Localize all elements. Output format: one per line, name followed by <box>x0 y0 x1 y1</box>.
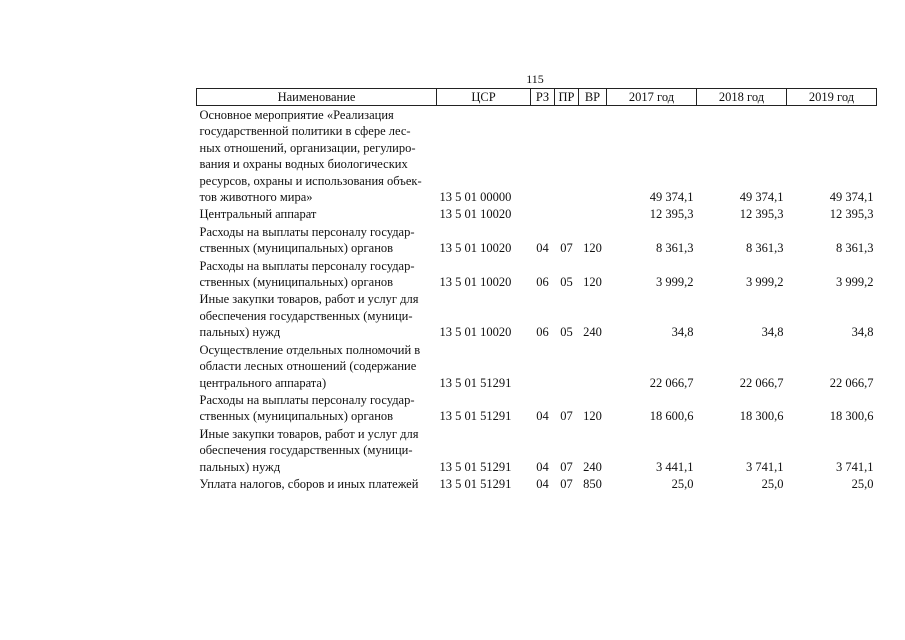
row-pr: 07 <box>560 459 573 474</box>
row-name: Расходы на выплаты персоналу государ- ственных (муниципальных) органов <box>199 224 415 256</box>
row-rz: 04 <box>536 476 549 491</box>
row-2017: 22 066,7 <box>649 375 694 390</box>
row-vr: 850 <box>583 476 602 491</box>
row-pr <box>555 205 579 222</box>
row-2019: 22 066,7 <box>829 375 874 390</box>
row-rz: 04 <box>536 459 549 474</box>
row-name: Иные закупки товаров, работ и услуг для обеспечения государственных (муници- пальных) нужд <box>199 292 419 340</box>
row-rz <box>531 106 555 206</box>
row-vr <box>579 341 607 391</box>
row-rz: 06 <box>536 275 549 290</box>
row-vr <box>579 106 607 206</box>
row-2017: 3 441,1 <box>656 459 694 474</box>
table-row <box>197 391 877 425</box>
table-row <box>197 475 877 492</box>
table-row <box>197 205 877 222</box>
table-row <box>197 106 877 206</box>
row-rz <box>531 341 555 391</box>
row-2018: 22 066,7 <box>739 375 784 390</box>
table-body <box>197 106 877 493</box>
budget-table <box>196 88 877 492</box>
row-csr: 13 5 01 10020 <box>439 275 512 290</box>
row-name: Иные закупки товаров, работ и услуг для обеспечения государственных (муници- пальных) нужд <box>199 426 419 474</box>
row-2017: 25,0 <box>671 476 694 491</box>
table-header <box>197 89 877 106</box>
row-rz: 04 <box>536 409 549 424</box>
header-rz: РЗ <box>531 89 555 106</box>
row-2019: 12 395,3 <box>829 207 874 222</box>
row-2018: 25,0 <box>761 476 784 491</box>
header-vr: ВР <box>579 89 607 106</box>
row-2019: 3 741,1 <box>836 459 874 474</box>
table-row <box>197 223 877 257</box>
table-row <box>197 425 877 475</box>
row-pr <box>555 341 579 391</box>
row-2019: 34,8 <box>851 325 874 340</box>
row-vr: 240 <box>583 325 602 340</box>
row-csr: 13 5 01 51291 <box>439 476 512 491</box>
row-csr: 13 5 01 00000 <box>439 190 512 205</box>
row-2017: 8 361,3 <box>656 241 694 256</box>
table-row <box>197 341 877 391</box>
row-csr: 13 5 01 10020 <box>439 325 512 340</box>
row-csr: 13 5 01 51291 <box>439 409 512 424</box>
row-2017: 49 374,1 <box>649 190 694 205</box>
row-name: Расходы на выплаты персоналу государ- ственных (муниципальных) органов <box>199 258 415 290</box>
row-pr <box>555 106 579 206</box>
header-csr: ЦСР <box>437 89 531 106</box>
row-csr: 13 5 01 51291 <box>439 459 512 474</box>
row-csr: 13 5 01 10020 <box>439 207 512 222</box>
row-2018: 12 395,3 <box>739 207 784 222</box>
row-2017: 18 600,6 <box>649 409 694 424</box>
row-name: Основное мероприятие «Реализация государственной политики в сфере лес- ных отношений, организации, регулиро- вания и охраны водных биологических ресурсов, охраны и использования объек- тов животного мира» <box>199 108 422 205</box>
row-2018: 3 999,2 <box>746 275 784 290</box>
row-pr: 07 <box>560 409 573 424</box>
row-2018: 18 300,6 <box>739 409 784 424</box>
row-vr: 120 <box>583 275 602 290</box>
row-2019: 3 999,2 <box>836 275 874 290</box>
row-2018: 34,8 <box>761 325 784 340</box>
row-csr: 13 5 01 10020 <box>439 241 512 256</box>
header-pr: ПР <box>555 89 579 106</box>
header-2018: 2018 год <box>697 89 787 106</box>
row-pr: 07 <box>560 476 573 491</box>
header-name: Наименование <box>197 89 437 106</box>
table-row <box>197 290 877 340</box>
row-pr: 07 <box>560 241 573 256</box>
row-pr: 05 <box>560 275 573 290</box>
row-2017: 3 999,2 <box>656 275 694 290</box>
row-vr: 120 <box>583 409 602 424</box>
header-2019: 2019 год <box>787 89 877 106</box>
row-2018: 3 741,1 <box>746 459 784 474</box>
row-2018: 8 361,3 <box>746 241 784 256</box>
row-rz <box>531 205 555 222</box>
row-2019: 18 300,6 <box>829 409 874 424</box>
row-vr: 120 <box>583 241 602 256</box>
row-name: Расходы на выплаты персоналу государ- ственных (муниципальных) органов <box>199 392 415 424</box>
row-2018: 49 374,1 <box>739 190 784 205</box>
row-name: Осуществление отдельных полномочий в области лесных отношений (содержание центрального аппарата) <box>199 342 421 390</box>
row-2017: 12 395,3 <box>649 207 694 222</box>
page-number: 115 <box>526 72 544 86</box>
row-rz: 04 <box>536 241 549 256</box>
row-name: Центральный аппарат <box>199 207 317 222</box>
row-csr: 13 5 01 51291 <box>439 375 512 390</box>
row-name: Уплата налогов, сборов и иных платежей <box>199 476 419 491</box>
row-vr <box>579 205 607 222</box>
header-2017: 2017 год <box>607 89 697 106</box>
row-pr: 05 <box>560 325 573 340</box>
row-2019: 25,0 <box>851 476 874 491</box>
row-rz: 06 <box>536 325 549 340</box>
row-2019: 49 374,1 <box>829 190 874 205</box>
table-row <box>197 257 877 291</box>
row-2019: 8 361,3 <box>836 241 874 256</box>
row-2017: 34,8 <box>671 325 694 340</box>
row-vr: 240 <box>583 459 602 474</box>
